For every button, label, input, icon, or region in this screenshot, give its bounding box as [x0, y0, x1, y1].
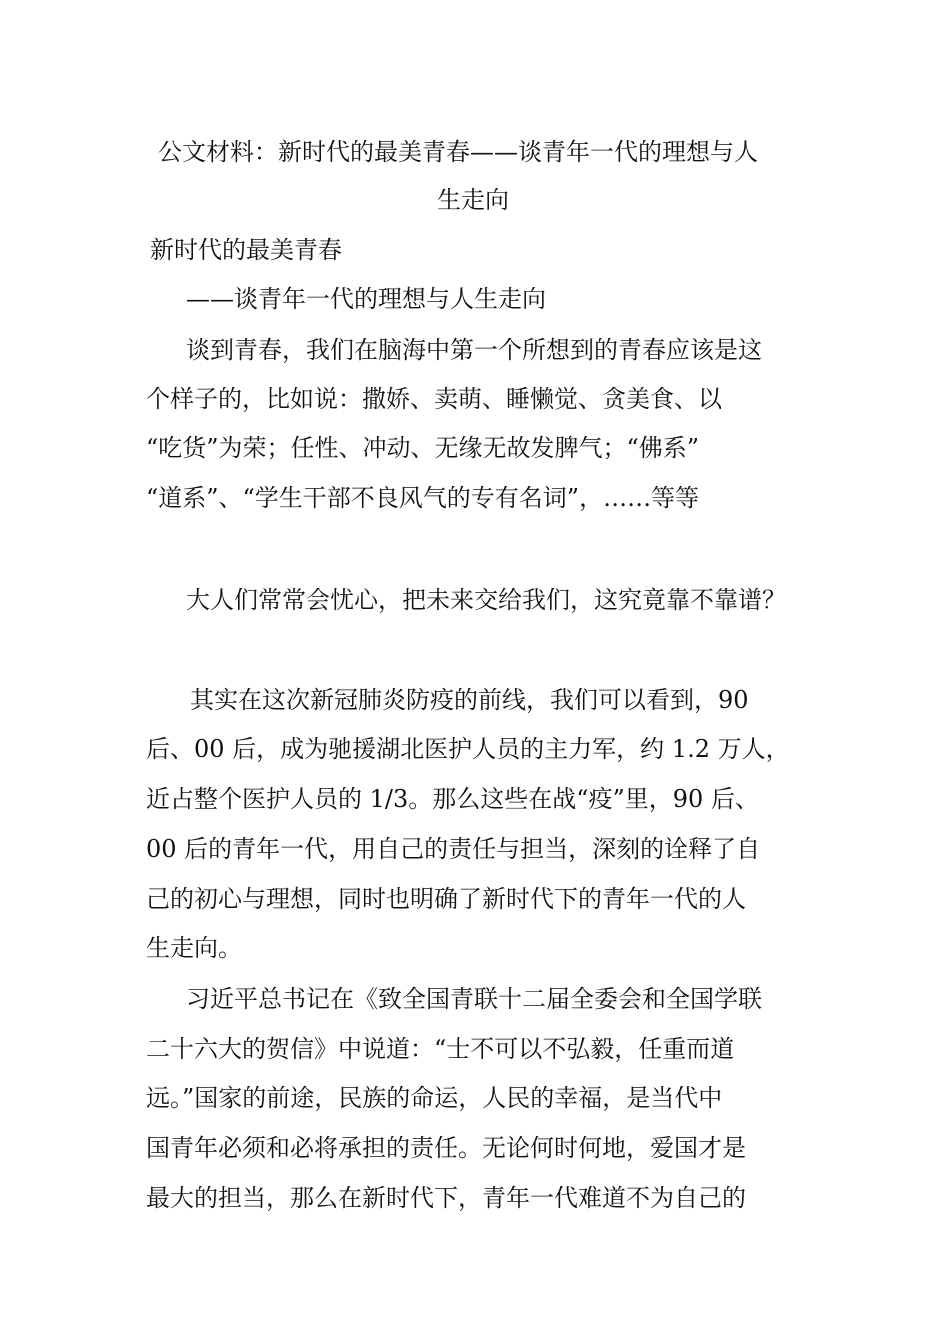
para2: 大人们常常会忧心，把未来交给我们，这究竟靠不靠谱？ [186, 586, 786, 614]
para1-line-1: 谈到青春，我们在脑海中第一个所想到的青春应该是这 [186, 336, 762, 364]
title-line-1: 公文材料：新时代的最美青春——谈青年一代的理想与人 [158, 138, 758, 166]
para4-line-1: 习近平总书记在《致全国青联十二届全委会和全国学联 [186, 985, 762, 1013]
title-line-2: 生走向 [437, 186, 509, 214]
heading: 新时代的最美青春 [150, 236, 342, 264]
para3-line-3: 近占整个医护人员的 1/3。那么这些在战“疫”里，90 后、 [146, 785, 759, 813]
para3-line-5: 己的初心与理想，同时也明确了新时代下的青年一代的人 [146, 885, 746, 913]
para3-line-4: 00 后的青年一代，用自己的责任与担当，深刻的诠释了自 [146, 835, 761, 863]
para1-line-4: “道系”、“学生干部不良风气的专有名词”，……等等 [146, 484, 700, 512]
para3-line-1: 其实在这次新冠肺炎防疫的前线，我们可以看到，90 [190, 686, 749, 714]
para1-line-3: “吃货”为荣；任性、冲动、无缘无故发脾气；“佛系” [146, 434, 700, 462]
para1-line-2: 个样子的，比如说：撒娇、卖萌、睡懒觉、贪美食、以 [146, 385, 722, 413]
para4-line-5: 最大的担当，那么在新时代下，青年一代难道不为自己的 [146, 1184, 746, 1212]
para3-line-2: 后、00 后，成为驰援湖北医护人员的主力军，约 1.2 万人， [146, 735, 790, 763]
para4-line-2: 二十六大的贺信》中说道：“士不可以不弘毅，任重而道 [146, 1035, 735, 1063]
subheading: ——谈青年一代的理想与人生走向 [186, 285, 546, 313]
para4-line-3: 远。”国家的前途，民族的命运，人民的幸福，是当代中 [146, 1084, 723, 1112]
para4-line-4: 国青年必须和必将承担的责任。无论何时何地，爱国才是 [146, 1134, 746, 1162]
para3-line-6: 生走向。 [146, 934, 242, 962]
